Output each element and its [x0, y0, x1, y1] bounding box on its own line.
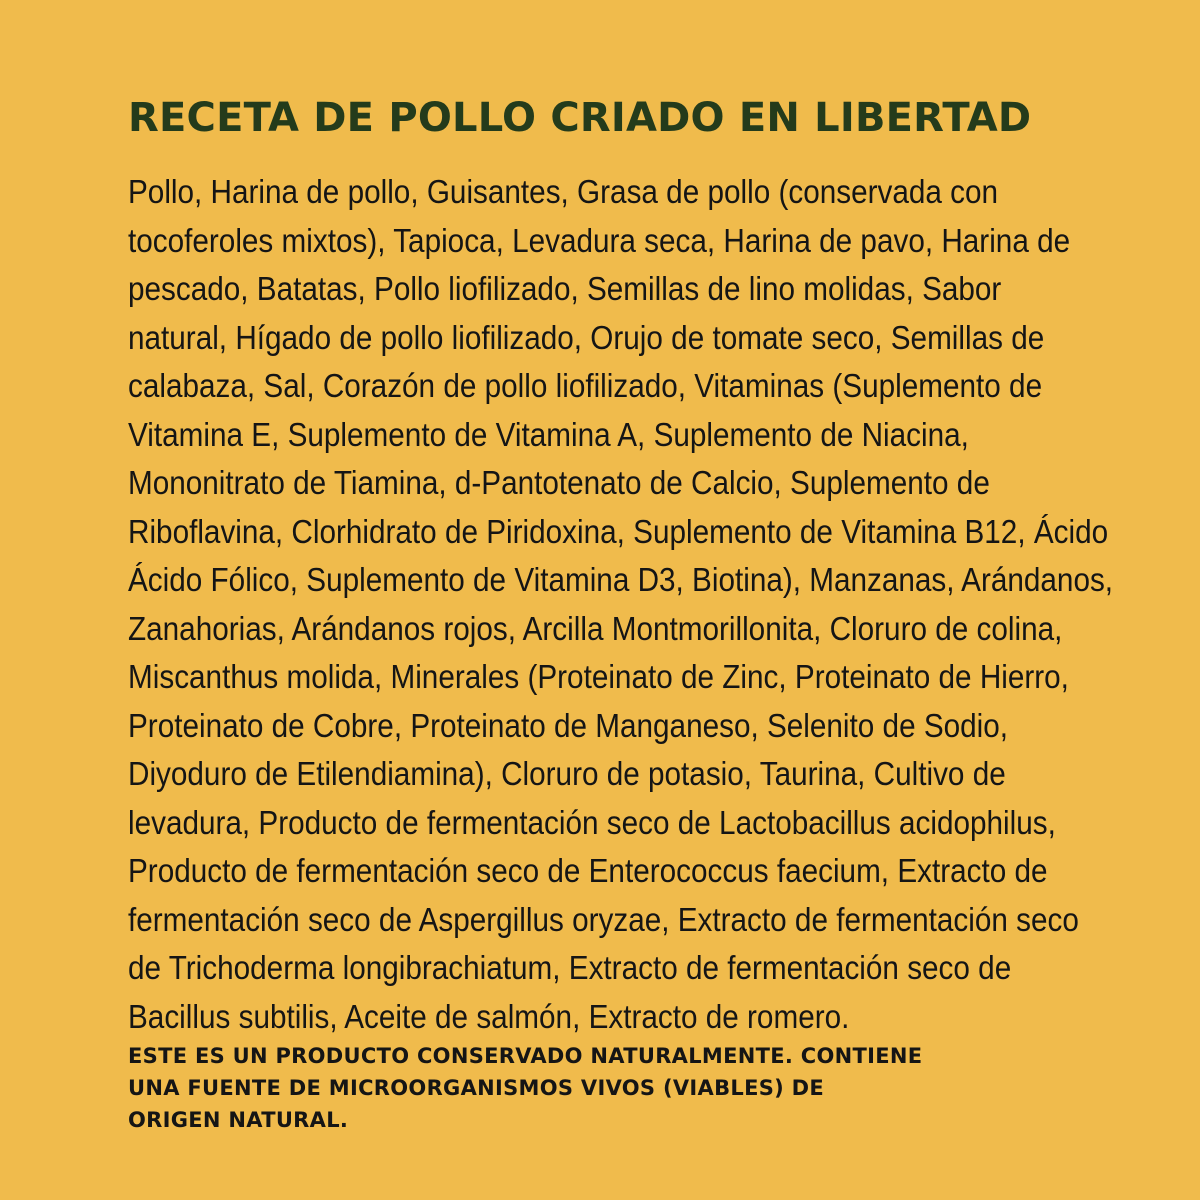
- notice-line: ESTE ES UN PRODUCTO CONSERVADO NATURALMENTE. CONTIENE: [128, 1044, 923, 1068]
- ingredients-line: Riboflavina, Clorhidrato de Piridoxina, Suplemento de Vitamina B12, Ácido: [128, 512, 1109, 550]
- ingredients-line: Vitamina E, Suplemento de Vitamina A, Suplemento de Niacina,: [128, 415, 969, 453]
- recipe-title: RECETA DE POLLO CRIADO EN LIBERTAD: [128, 95, 1032, 141]
- ingredients-line: Ácido Fólico, Suplemento de Vitamina D3, Biotina), Manzanas, Arándanos,: [128, 561, 1114, 598]
- ingredients-line: Diyoduro de Etilendiamina), Cloruro de potasio, Taurina, Cultivo de: [128, 755, 1006, 792]
- ingredients-line: Miscanthus molida, Minerales (Proteinato de Zinc, Proteinato de Hierro,: [128, 658, 1069, 695]
- ingredients-line: fermentación seco de Aspergillus oryzae, Extracto de fermentación seco: [128, 900, 1079, 938]
- ingredients-line: tocoferoles mixtos), Tapioca, Levadura seca, Harina de pavo, Harina de: [128, 221, 1071, 259]
- ingredients-line: Mononitrato de Tiamina, d-Pantotenato de Calcio, Suplemento de: [128, 464, 990, 501]
- notice-line: UNA FUENTE DE MICROORGANISMOS VIVOS (VIABLES) DE: [128, 1076, 825, 1100]
- ingredients-line: Zanahorias, Arándanos rojos, Arcilla Montmorillonita, Cloruro de colina,: [128, 609, 1063, 647]
- ingredients-line: Proteinato de Cobre, Proteinato de Manganeso, Selenito de Sodio,: [128, 706, 1009, 744]
- ingredients-line: Bacillus subtilis, Aceite de salmón, Extracto de romero.: [128, 997, 850, 1035]
- notice-line: ORIGEN NATURAL.: [128, 1108, 349, 1132]
- ingredients-list: [128, 168, 1114, 1041]
- preservation-notice: [128, 1040, 1128, 1136]
- ingredients-line: de Trichoderma longibrachiatum, Extracto de fermentación seco de: [128, 949, 1012, 986]
- ingredients-line: calabaza, Sal, Corazón de pollo liofilizado, Vitaminas (Suplemento de: [128, 367, 1043, 404]
- ingredients-line: Pollo, Harina de pollo, Guisantes, Grasa de pollo (conservada con: [128, 173, 999, 210]
- ingredients-line: pescado, Batatas, Pollo liofilizado, Semillas de lino molidas, Sabor: [128, 270, 1002, 307]
- ingredients-line: levadura, Producto de fermentación seco de Lactobacillus acidophilus,: [128, 803, 1056, 841]
- ingredients-line: Producto de fermentación seco de Enterococcus faecium, Extracto de: [128, 852, 1048, 889]
- ingredients-line: natural, Hígado de pollo liofilizado, Orujo de tomate seco, Semillas de: [128, 318, 1045, 356]
